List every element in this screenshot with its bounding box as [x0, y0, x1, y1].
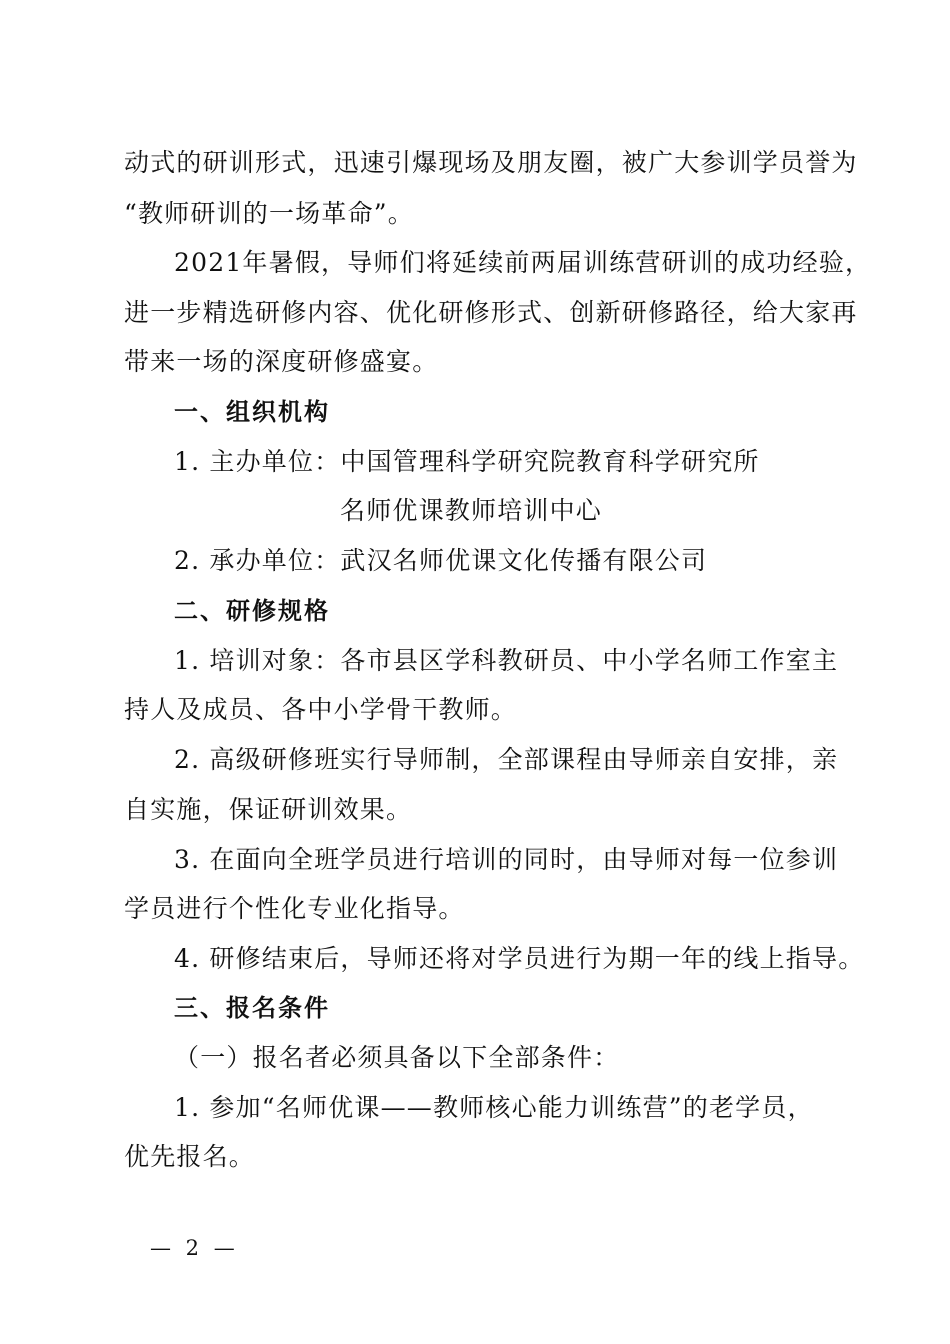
list-item-continuation: 自实施，保证研训效果。 — [124, 795, 413, 824]
list-item-continuation: 名师优课教师培训中心 — [340, 496, 603, 525]
list-item-continuation: 优先报名。 — [124, 1142, 256, 1171]
subsection-heading: （一）报名者必须具备以下全部条件： — [174, 1043, 620, 1072]
list-item: 4. 研修结束后，导师还将对学员进行为期一年的线上指导。 — [174, 944, 865, 973]
list-item: 3. 在面向全班学员进行培训的同时，由导师对每一位参训 — [174, 845, 839, 874]
section-heading: 三、报名条件 — [174, 994, 330, 1022]
list-item: 2. 高级研修班实行导师制，全部课程由导师亲自安排，亲 — [174, 745, 839, 774]
page-number: — 2 — — [150, 1236, 239, 1260]
paragraph-line: 动式的研训形式，迅速引爆现场及朋友圈，被广大参训学员誉为 — [124, 148, 858, 177]
paragraph-line: 2021年暑假，导师们将延续前两届训练营研训的成功经验， — [174, 248, 872, 277]
paragraph-line: 进一步精选研修内容、优化研修形式、创新研修路径，给大家再 — [124, 298, 858, 327]
list-item: 1. 主办单位：中国管理科学研究院教育科学研究所 — [174, 447, 760, 476]
list-item-continuation: 学员进行个性化专业化指导。 — [124, 894, 465, 923]
paragraph-line: 带来一场的深度研修盛宴。 — [124, 347, 439, 376]
paragraph-line: “教师研训的一场革命”。 — [124, 199, 414, 228]
list-item: 2. 承办单位：武汉名师优课文化传播有限公司 — [174, 546, 708, 575]
section-heading: 二、研修规格 — [174, 597, 330, 625]
list-item-continuation: 持人及成员、各中小学骨干教师。 — [124, 695, 518, 724]
list-item: 1. 培训对象：各市县区学科教研员、中小学名师工作室主 — [174, 646, 839, 675]
section-heading: 一、组织机构 — [174, 398, 330, 426]
list-item: 1. 参加“名师优课——教师核心能力训练营”的老学员， — [174, 1093, 814, 1122]
